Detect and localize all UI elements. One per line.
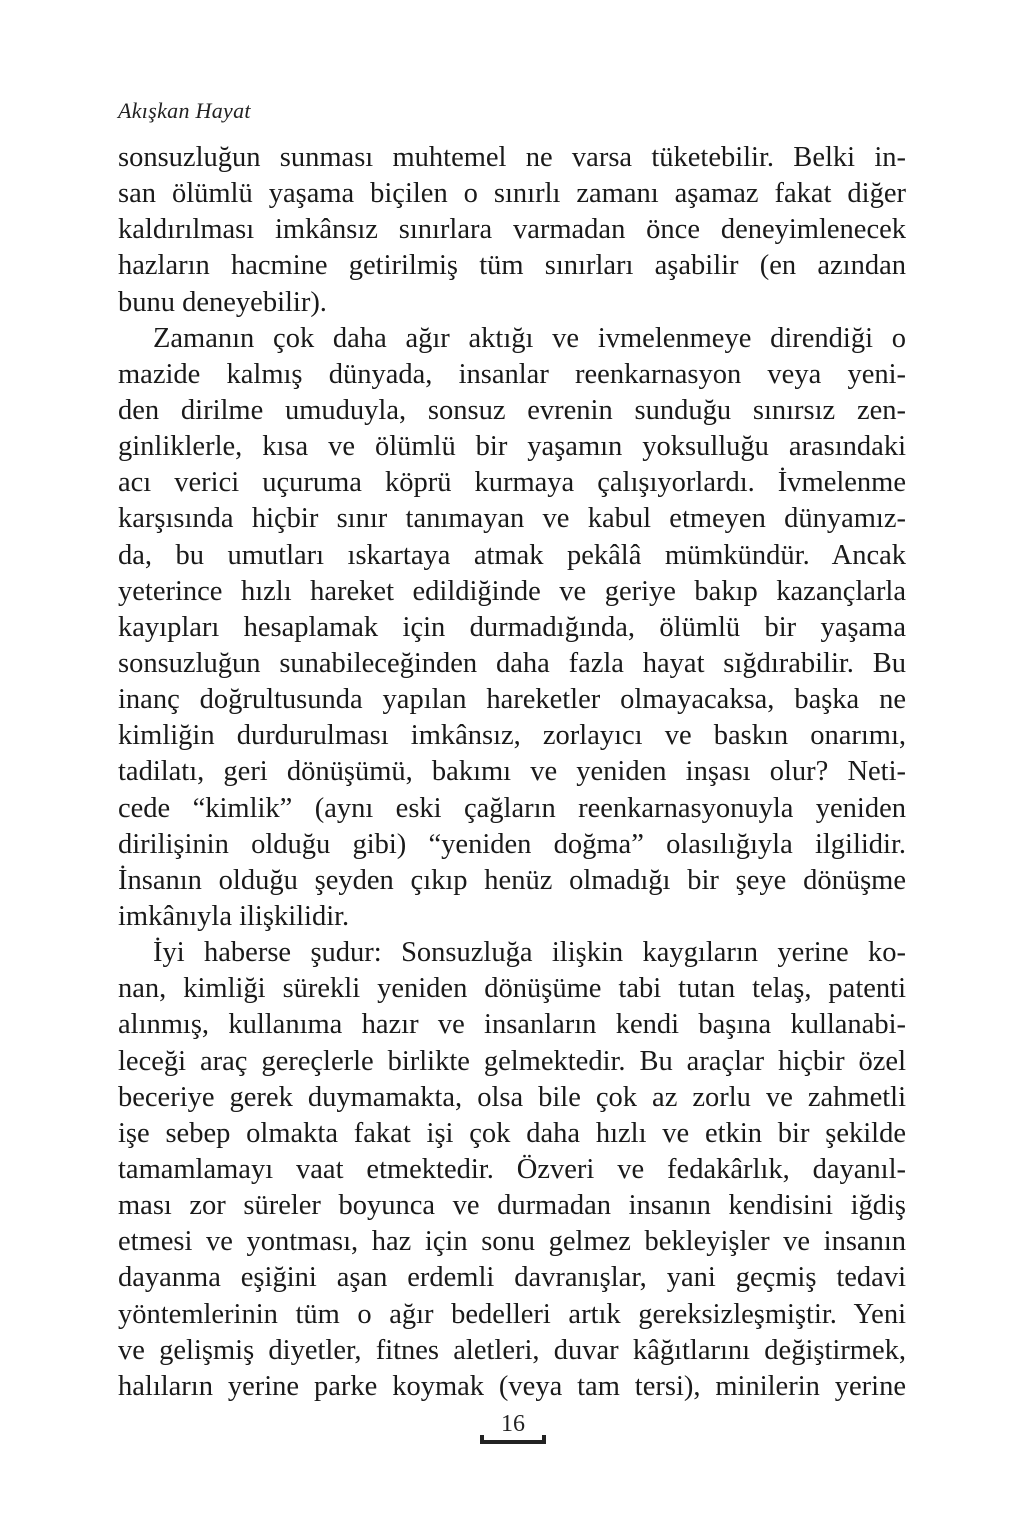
- text-line: mazide kalmış dünyada, insanlar reenkarnasyon veya yeni-: [118, 358, 906, 390]
- text-line: kaldırılması imkânsız sınırlara varmadan önce deneyimlenecek: [118, 214, 906, 246]
- text-line: bunu deneyebilir).: [118, 286, 327, 318]
- text-line: ması zor süreler boyunca ve durmadan insanın kendisini iğdiş: [118, 1190, 906, 1222]
- text-line: da, bu umutları ıskartaya atmak pekâlâ mümkündür. Ancak: [118, 539, 906, 571]
- text-line: sonsuzluğun sunması muhtemel ne varsa tüketebilir. Belki in-: [118, 142, 906, 173]
- text-line: ginliklerle, kısa ve ölümlü bir yaşamın yoksulluğu arasındaki: [118, 431, 906, 463]
- text-line: dayanma eşiğini aşan erdemli davranışlar, yani geçmiş tedavi: [118, 1262, 906, 1294]
- running-head: Akışkan Hayat: [118, 98, 251, 123]
- text-line: den dirilme umuduyla, sonsuz evrenin sunduğu sınırsız zen-: [118, 394, 906, 426]
- text-line: imkânıyla ilişkilidir.: [118, 900, 350, 932]
- page-number: 16: [501, 1411, 525, 1437]
- text-line: cede “kimlik” (aynı eski çağların reenkarnasyonuyla yeniden: [118, 792, 906, 824]
- text-line: leceği araç gereçlerle birlikte gelmektedir. Bu araçlar hiçbir özel: [118, 1045, 906, 1077]
- text-line: kimliğin durdurulması imkânsız, zorlayıcı ve baskın onarımı,: [118, 720, 906, 752]
- text-line: İnsanın olduğu şeyden çıkıp henüz olmadığı bir şeye dönüşme: [118, 864, 906, 896]
- text-line: inanç doğrultusunda yapılan hareketler olmayacaksa, başka ne: [118, 684, 906, 716]
- text-line: alınmış, kullanıma hazır ve insanların kendi başına kullanabi-: [118, 1009, 906, 1041]
- text-line: nan, kimliği sürekli yeniden dönüşüme tabi tutan telaş, patenti: [118, 973, 906, 1005]
- paragraph-first-line: İyi haberse şudur: Sonsuzluğa ilişkin kaygıların yerine ko-: [153, 937, 906, 969]
- text-line: hazların hacmine getirilmiş tüm sınırları aşabilir (en azından: [118, 250, 906, 282]
- text-line: ve gelişmiş diyetler, fitnes aletleri, duvar kâğıtlarını değiştirmek,: [118, 1334, 906, 1366]
- text-line: halıların yerine parke koymak (veya tam tersi), minilerin yerine: [118, 1370, 906, 1402]
- page-number-folio: [480, 1410, 546, 1444]
- text-line: karşısında hiçbir sınır tanımayan ve kabul etmeyen dünyamız-: [118, 503, 906, 535]
- text-line: kayıpları hesaplamak için durmadığında, ölümlü bir yaşama: [118, 611, 906, 643]
- text-line: dirilişinin olduğu gibi) “yeniden doğma” olasılığıyla ilgilidir.: [118, 828, 906, 860]
- text-line: etmesi ve yontması, haz için sonu gelmez bekleyişler ve insanın: [118, 1226, 906, 1258]
- text-line: beceriye gerek duymamakta, olsa bile çok az zorlu ve zahmetli: [118, 1081, 906, 1113]
- body-text: [118, 140, 906, 1405]
- text-line: işe sebep olmakta fakat işi çok daha hızlı ve etkin bir şekilde: [118, 1117, 906, 1149]
- text-line: san ölümlü yaşama biçilen o sınırlı zamanı aşamaz fakat diğer: [118, 178, 906, 210]
- text-line: yöntemlerinin tüm o ağır bedelleri artık gereksizleşmiştir. Yeni: [118, 1298, 906, 1330]
- paragraph-first-line: Zamanın çok daha ağır aktığı ve ivmelenmeye direndiği o: [153, 322, 906, 354]
- text-line: yeterince hızlı hareket edildiğinde ve geriye bakıp kazançlarla: [118, 575, 906, 607]
- text-line: tamamlamayı vaat etmektedir. Özveri ve fedakârlık, dayanıl-: [118, 1153, 906, 1185]
- text-line: acı verici uçuruma köprü kurmaya çalışıyorlardı. İvmelenme: [118, 467, 906, 499]
- text-line: tadilatı, geri dönüşümü, bakımı ve yeniden inşası olur? Neti-: [118, 756, 906, 788]
- text-line: sonsuzluğun sunabileceğinden daha fazla hayat sığdırabilir. Bu: [118, 647, 906, 679]
- folio-bracket-rule: [480, 1440, 546, 1444]
